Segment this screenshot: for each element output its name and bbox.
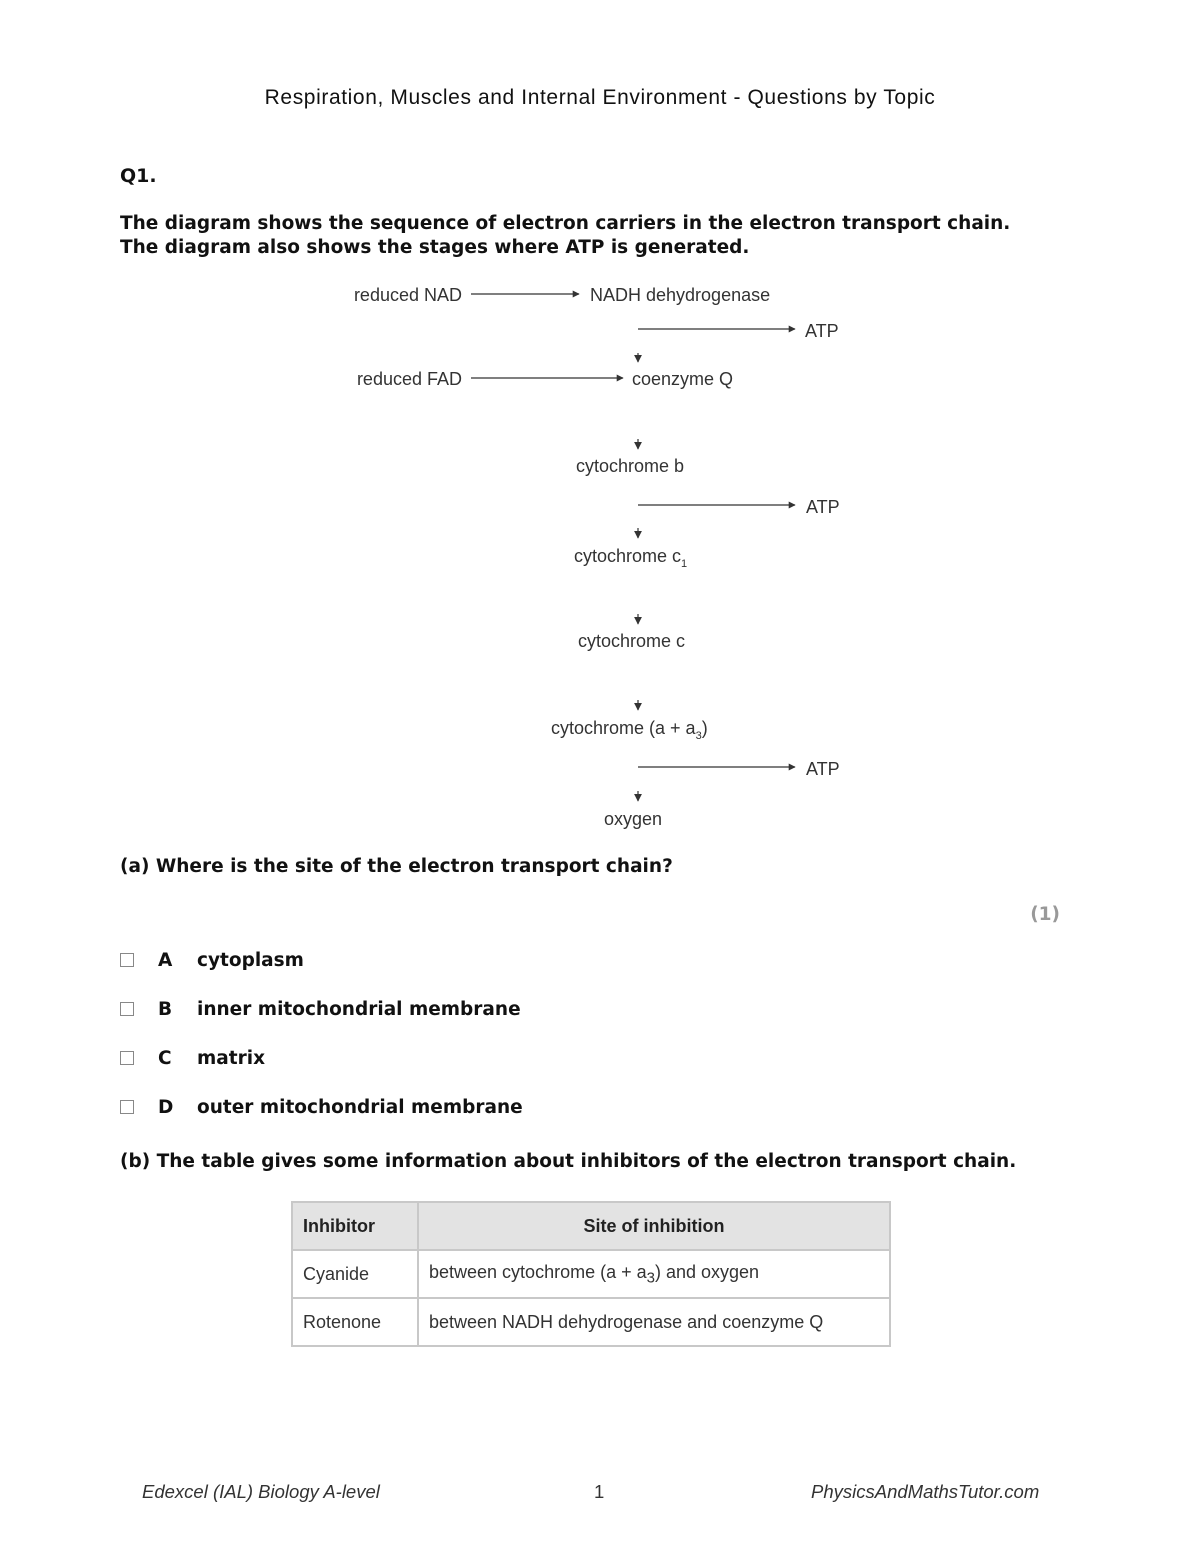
footer-left: Edexcel (IAL) Biology A-level (142, 1481, 380, 1502)
option-d-text: outer mitochondrial membrane (197, 1096, 523, 1118)
label-nadh-dehydrogenase: NADH dehydrogenase (590, 285, 771, 305)
label-cytochrome-c: cytochrome c (578, 631, 686, 651)
checkbox-option-c[interactable] (120, 1051, 134, 1065)
label-atp-2: ATP (806, 497, 840, 517)
label-atp-3: ATP (806, 759, 840, 779)
cytochrome-a-subscript: 3 (695, 730, 702, 742)
intro-line-1: The diagram shows the sequence of electron carriers in the electron transport chain. (120, 213, 1011, 234)
part-b-question: (b) The table gives some information about inhibitors of the electron transport chain. (120, 1151, 1017, 1172)
label-cytochrome-a-a3 (551, 718, 708, 742)
option-b-letter: B (158, 998, 173, 1020)
cytochrome-a-suffix: ) (701, 718, 708, 738)
cell-inhibitor: Cyanide (292, 1250, 418, 1298)
question-number: Q1. (120, 165, 157, 187)
inhibitor-table (291, 1201, 891, 1347)
table-row (292, 1298, 890, 1346)
option-a-letter: A (158, 949, 173, 971)
option-b-text: inner mitochondrial membrane (197, 998, 521, 1020)
site-prefix: between NADH dehydrogenase and coenzyme Q (429, 1311, 824, 1332)
table-row (292, 1250, 890, 1298)
part-a-question: (a) Where is the site of the electron transport chain? (120, 856, 673, 877)
option-d-letter: D (158, 1096, 174, 1118)
footer-page-number: 1 (594, 1481, 605, 1502)
label-atp-1: ATP (805, 321, 839, 341)
checkbox-option-d[interactable] (120, 1100, 134, 1114)
page-header: Respiration, Muscles and Internal Environment - Questions by Topic (264, 86, 936, 109)
label-coenzyme-q: coenzyme Q (632, 369, 734, 389)
checkbox-option-a[interactable] (120, 953, 134, 967)
footer-right: PhysicsAndMathsTutor.com (811, 1481, 1040, 1502)
cytochrome-a-prefix: cytochrome (a + a (551, 718, 696, 738)
option-c-text: matrix (197, 1047, 266, 1069)
label-cytochrome-c1 (574, 546, 687, 570)
cell-site (418, 1298, 890, 1346)
option-c[interactable] (120, 1047, 266, 1069)
intro-line-2: The diagram also shows the stages where ATP is generated. (120, 237, 750, 258)
site-suffix: ) and oxygen (654, 1261, 760, 1282)
header-inhibitor: Inhibitor (292, 1202, 418, 1250)
option-a[interactable] (120, 949, 304, 971)
part-a-marks: (1) (1030, 904, 1060, 925)
label-reduced-nad: reduced NAD (353, 285, 462, 305)
cell-inhibitor: Rotenone (292, 1298, 418, 1346)
site-subscript: 3 (646, 1269, 655, 1287)
cell-site (418, 1250, 890, 1298)
checkbox-option-b[interactable] (120, 1002, 134, 1016)
cytochrome-c1-subscript: 1 (681, 558, 688, 570)
label-oxygen: oxygen (604, 809, 663, 829)
cytochrome-c1-text: cytochrome c (574, 546, 682, 566)
label-reduced-fad: reduced FAD (356, 369, 462, 389)
table-header-row (292, 1202, 890, 1250)
header-site-of-inhibition: Site of inhibition (418, 1202, 890, 1250)
site-prefix: between cytochrome (a + a (429, 1261, 647, 1282)
option-b[interactable] (120, 998, 521, 1020)
option-c-letter: C (158, 1047, 172, 1069)
option-d[interactable] (120, 1096, 523, 1118)
option-a-text: cytoplasm (197, 949, 304, 971)
label-cytochrome-b: cytochrome b (576, 456, 685, 476)
